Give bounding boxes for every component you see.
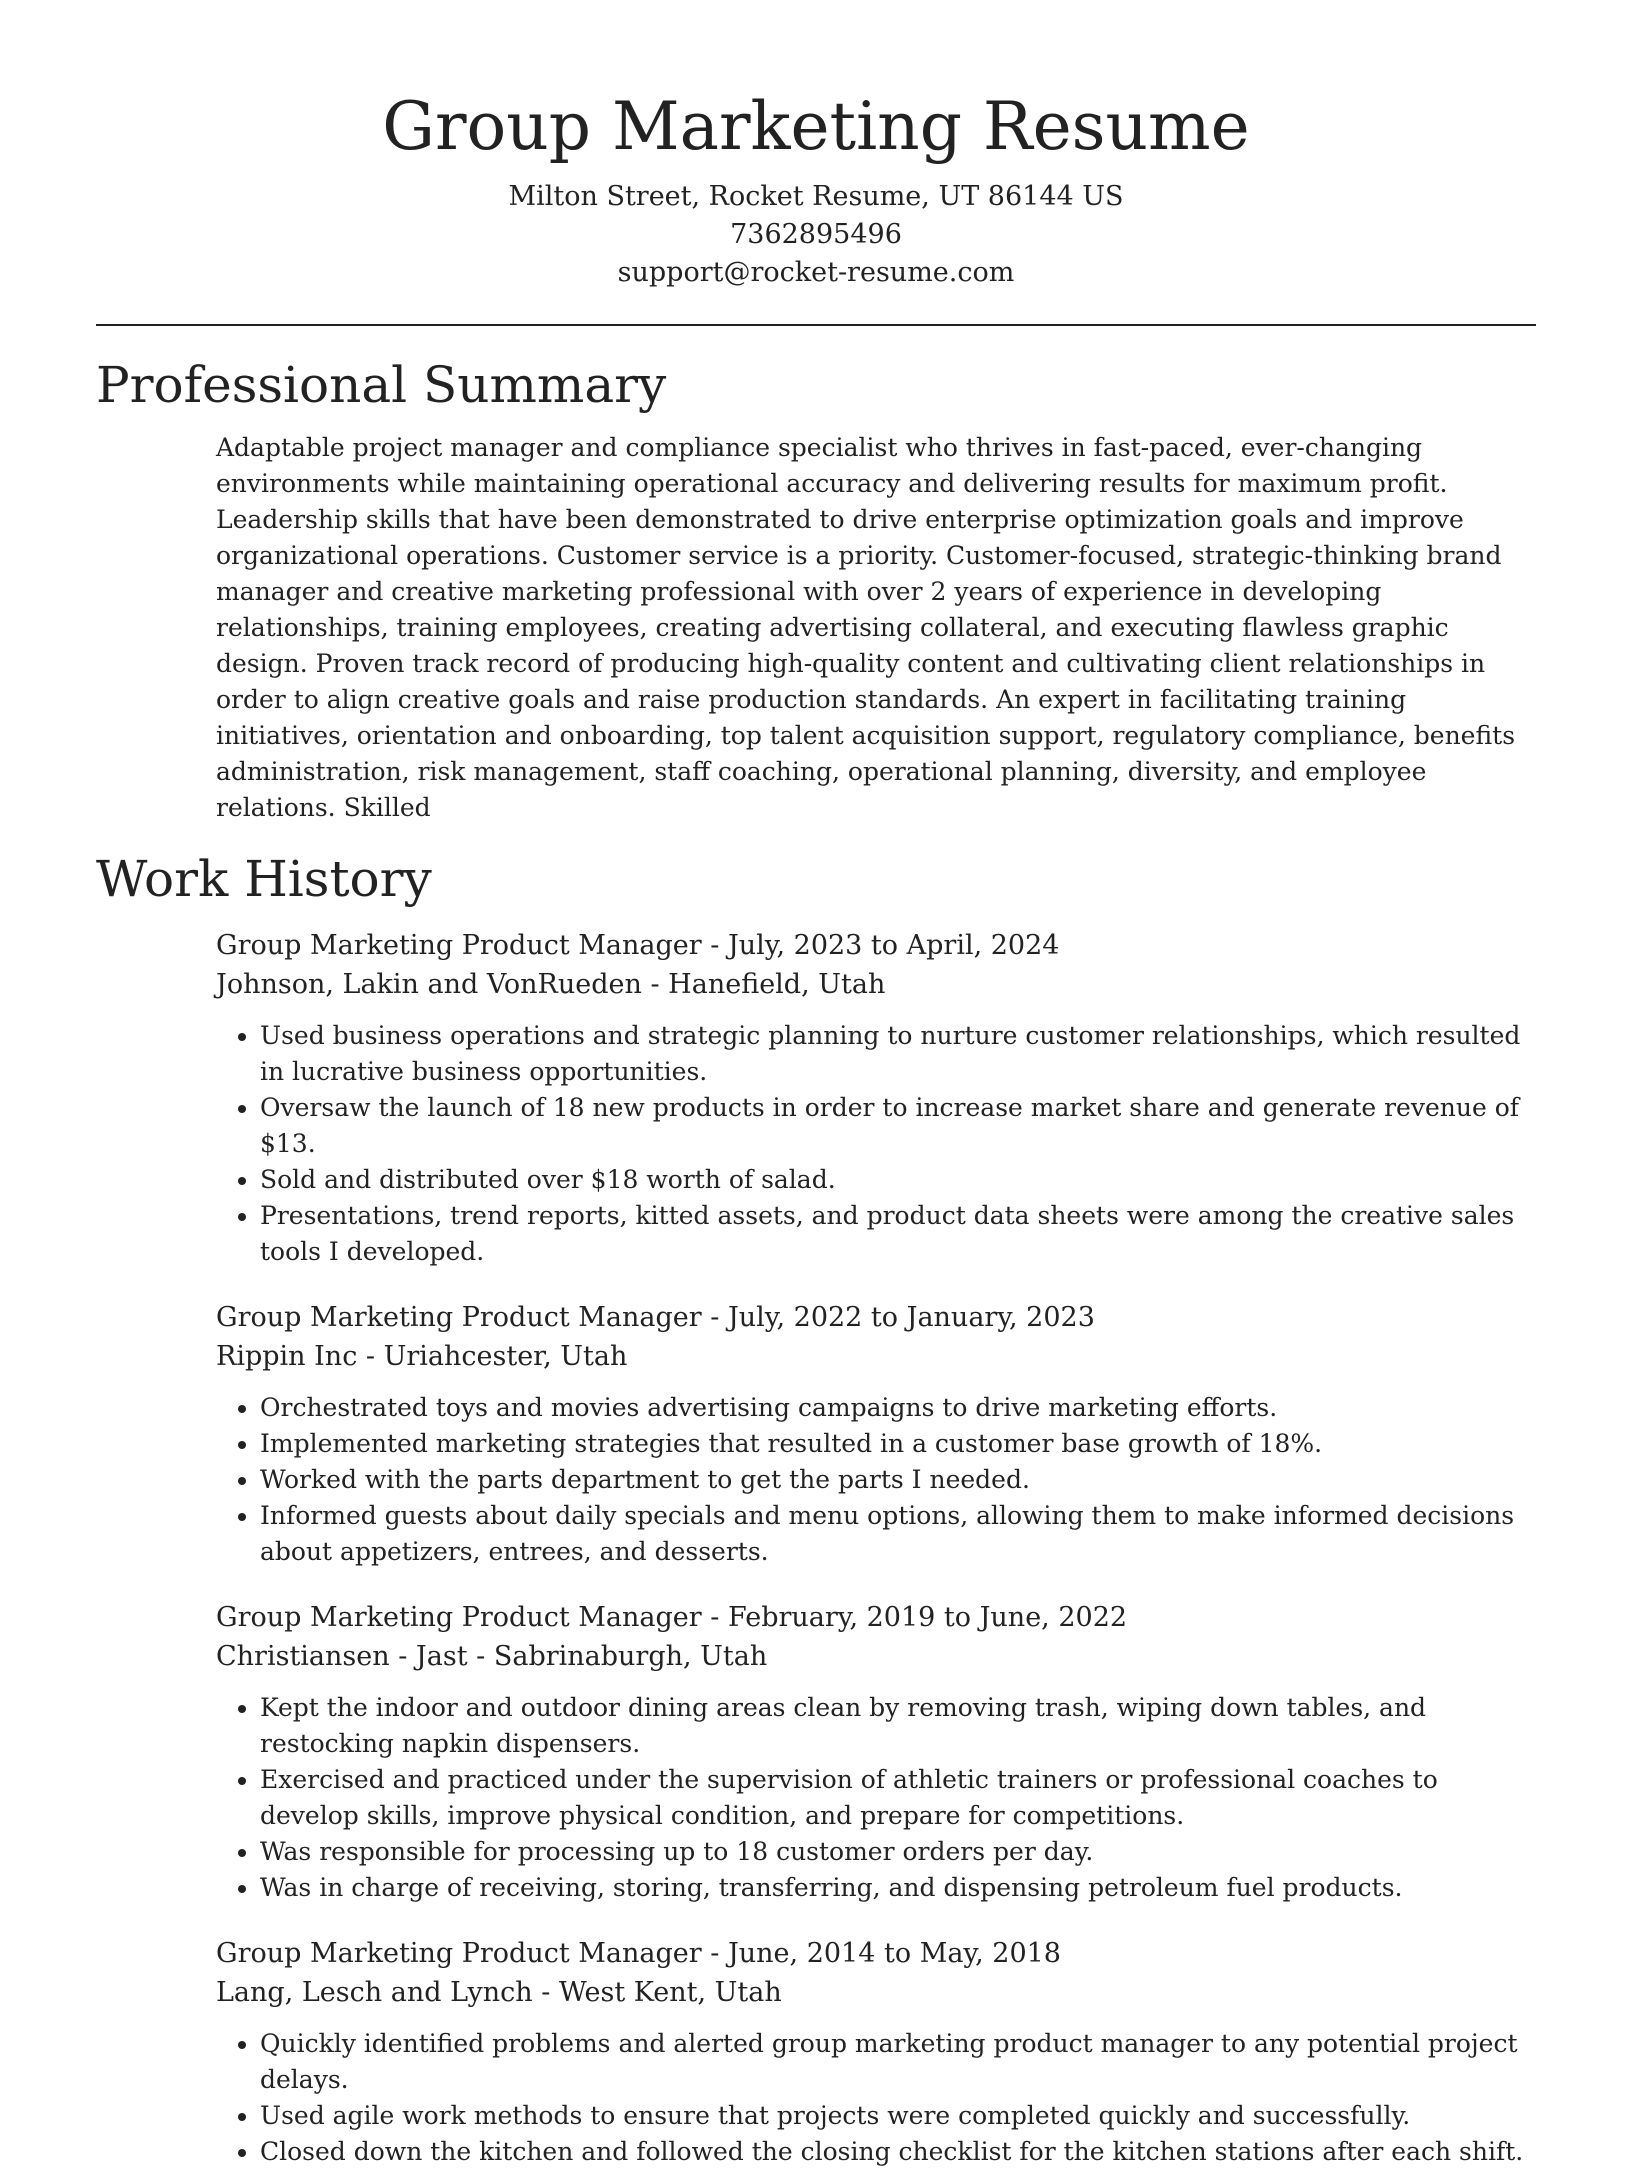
job-company: Christiansen - Jast (216, 1641, 468, 1672)
job-bullet: • Oversaw the launch of 18 new products in order to increase market share and generate revenue of $13. (260, 1090, 1536, 1162)
summary-text: Adaptable project manager and compliance specialist who thrives in fast-paced, ever-changing environments while maintaining operational accuracy and delivering results for maximum profit. Leadership skills that have been demonstrated to drive enterprise optimization goals and improve organizational operations. Customer service is a priority. Customer-focused, strategic-thinking brand manager and creative marketing professional with over 2 years of experience in developing relationships, training employees, creating advertising collateral, and executing flawless graphic design. Proven track record of producing high-quality content and cultivating client relationships in order to align creative goals and raise production standards. An expert in facilitating training initiatives, orientation and onboarding, top talent acquisition support, regulatory compliance, benefits administration, risk management, staff coaching, operational planning, diversity, and employee relations. Skilled (216, 433, 1516, 822)
resume-name: Group Marketing Resume (382, 88, 1250, 165)
job-bullets (216, 2026, 1536, 2170)
resume-page (96, 0, 1536, 2170)
job-bullet: • Sold and distributed over $18 worth of salad. (260, 1162, 1536, 1198)
job-bullet: • Kept the indoor and outdoor dining areas clean by removing trash, wiping down tables, and restocking napkin dispensers. (260, 1690, 1536, 1762)
job-entry (216, 1934, 1536, 2170)
job-location: - Uriahcester, Utah (357, 1341, 628, 1372)
job-company-line (216, 1637, 1536, 1676)
contact-email: support@rocket-resume.com (617, 257, 1015, 288)
job-company-line (216, 1973, 1536, 2012)
job-bullet: • Informed guests about daily specials and menu options, allowing them to make informed decisions about appetizers, entrees, and desserts. (260, 1498, 1536, 1570)
job-bullet: • Used agile work methods to ensure that projects were completed quickly and successfully. (260, 2098, 1536, 2134)
job-entry (216, 1598, 1536, 1906)
job-dates: - February, 2019 to June, 2022 (701, 1602, 1128, 1633)
job-title-line (216, 1598, 1536, 1637)
job-title: Group Marketing Product Manager (216, 930, 702, 961)
job-bullet: • Quickly identified problems and alerted group marketing product manager to any potential project delays. (260, 2026, 1536, 2098)
job-bullet: • Presentations, trend reports, kitted assets, and product data sheets were among the creative sales tools I developed. (260, 1198, 1536, 1270)
job-entry (216, 1298, 1536, 1570)
work-history-heading: Work History (96, 850, 432, 908)
job-bullet: • Implemented marketing strategies that resulted in a customer base growth of 18%. (260, 1426, 1536, 1462)
job-title: Group Marketing Product Manager (216, 1938, 702, 1969)
job-location: - Hanefield, Utah (641, 969, 886, 1000)
job-location: - West Kent, Utah (532, 1977, 782, 2008)
job-company: Rippin Inc (216, 1341, 358, 1372)
job-title-line (216, 926, 1536, 965)
job-title-line (216, 1298, 1536, 1337)
contact-phone: 7362895496 (730, 219, 902, 250)
job-title: Group Marketing Product Manager (216, 1602, 702, 1633)
job-company-line (216, 1337, 1536, 1376)
job-dates: - July, 2022 to January, 2023 (701, 1302, 1095, 1333)
job-bullet: • Closed down the kitchen and followed the closing checklist for the kitchen stations after each shift. (260, 2134, 1536, 2170)
job-title: Group Marketing Product Manager (216, 1302, 702, 1333)
job-location: - Sabrinaburgh, Utah (467, 1641, 768, 1672)
job-dates: - July, 2023 to April, 2024 (701, 930, 1060, 961)
job-bullets (216, 1018, 1536, 1270)
resume-header (96, 0, 1536, 292)
job-bullet: • Orchestrated toys and movies advertising campaigns to drive marketing efforts. (260, 1390, 1536, 1426)
job-dates: - June, 2014 to May, 2018 (701, 1938, 1061, 1969)
job-company-line (216, 965, 1536, 1004)
job-bullet: • Used business operations and strategic planning to nurture customer relationships, which resulted in lucrative business opportunities. (260, 1018, 1536, 1090)
job-entry (216, 926, 1536, 1270)
job-bullet: • Was in charge of receiving, storing, transferring, and dispensing petroleum fuel products. (260, 1870, 1536, 1906)
job-bullets (216, 1390, 1536, 1570)
job-bullet: • Exercised and practiced under the supervision of athletic trainers or professional coaches to develop skills, improve physical condition, and prepare for competitions. (260, 1762, 1536, 1834)
job-bullet: • Was responsible for processing up to 18 customer orders per day. (260, 1834, 1536, 1870)
job-company: Johnson, Lakin and VonRueden (216, 969, 642, 1000)
job-bullet: • Worked with the parts department to get the parts I needed. (260, 1462, 1536, 1498)
job-bullets (216, 1690, 1536, 1906)
contact-info (96, 178, 1536, 292)
contact-address: Milton Street, Rocket Resume, UT 86144 US (508, 181, 1124, 212)
job-company: Lang, Lesch and Lynch (216, 1977, 533, 2008)
job-title-line (216, 1934, 1536, 1973)
summary-heading: Professional Summary (96, 356, 667, 414)
header-divider (96, 324, 1536, 326)
